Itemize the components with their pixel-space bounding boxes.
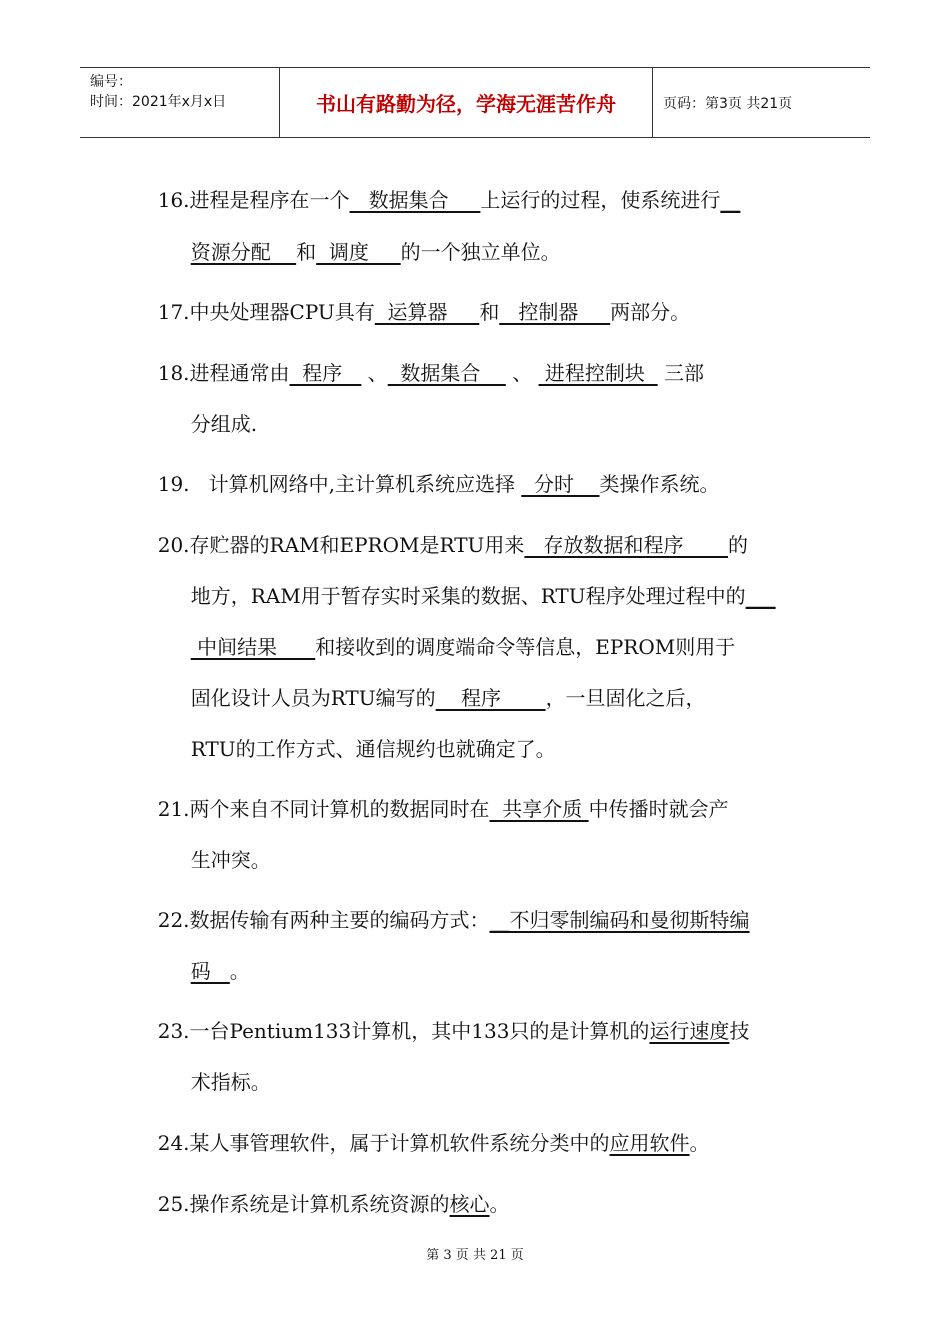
question-23-line1: 23.一台Pentium133计算机，其中133只的是计算机的运行速度技: [157, 1019, 750, 1043]
question-20-line1: 20.存贮器的RAM和EPROM是RTU用来 存放数据和程序 的: [157, 533, 748, 557]
question-24: 24.某人事管理软件，属于计算机软件系统分类中的应用软件。: [157, 1131, 710, 1155]
header-page-info: 页码：第3页 共21页: [663, 95, 793, 112]
question-25: 25.操作系统是计算机系统资源的核心。: [157, 1192, 510, 1216]
question-21-line1: 21.两个来自不同计算机的数据同时在 共享介质 中传播时就会产: [157, 797, 729, 821]
question-22-line2: 码 。: [190, 959, 250, 983]
question-18-line2: 分组成.: [190, 412, 258, 436]
question-16-line2: 资源分配 和 调度 的一个独立单位。: [190, 240, 561, 264]
question-21-line2: 生冲突。: [190, 848, 271, 872]
question-20-line5: RTU的工作方式、通信规约也就确定了。: [190, 737, 556, 761]
question-23-line2: 术指标。: [190, 1070, 271, 1094]
question-22-line1: 22.数据传输有两种主要的编码方式：__不归零制编码和曼彻斯特编: [157, 908, 750, 932]
question-17: 17.中央处理器CPU具有 运算器 和 控制器 两部分。: [157, 300, 691, 324]
question-18-line1: 18.进程通常由 程序 、 数据集合 、 进程控制块 三部: [157, 361, 704, 385]
question-19: 19. 计算机网络中,主计算机系统应选择 分时 类操作系统。: [157, 472, 720, 496]
question-20-line2: 地方，RAM用于暂存实时采集的数据、RTU程序处理过程中的___: [190, 584, 776, 608]
page-header: [80, 67, 870, 138]
time-label: 时间：2021年x月x日: [90, 94, 227, 110]
question-16-line1: 16.进程是程序在一个 数据集合 上运行的过程，使系统进行__: [157, 188, 741, 212]
serial-label: 编号：: [90, 74, 132, 90]
header-motto: 书山有路勤为径，学海无涯苦作舟: [280, 68, 653, 137]
header-meta: [80, 68, 280, 137]
question-20-line4: 固化设计人员为RTU编写的 程序 ，一旦固化之后，: [190, 686, 706, 710]
question-20-line3: 中间结果 和接收到的调度端命令等信息，EPROM则用于: [190, 635, 736, 659]
page-footer: 第 3 页 共 21 页: [426, 1248, 524, 1263]
